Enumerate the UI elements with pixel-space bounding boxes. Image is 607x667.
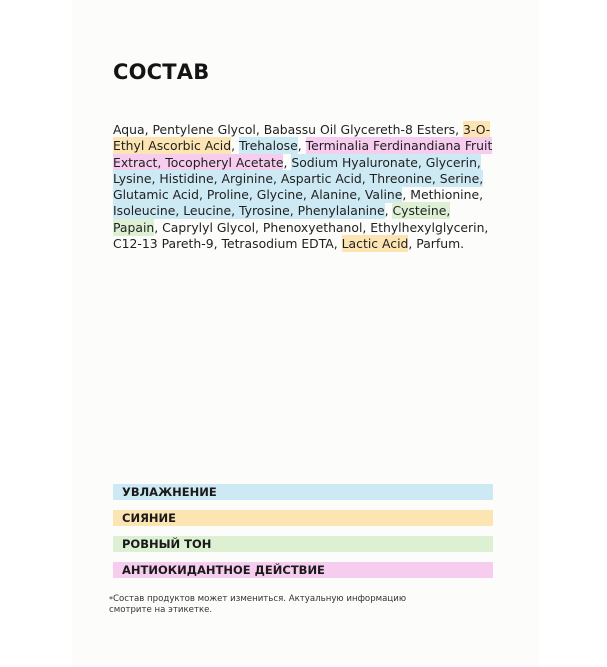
ingredient-text: , Parfum. bbox=[408, 236, 465, 252]
ingredient-highlight-glow: 3-O-Ethyl Ascorbic Acid bbox=[113, 122, 491, 154]
ingredients-list bbox=[113, 122, 498, 252]
legend-item-moist: УВЛАЖНЕНИЕ bbox=[113, 484, 493, 500]
ingredient-text: , bbox=[283, 154, 292, 170]
ingredient-text: , Caprylyl Glycol, Phenoxyethanol, Ethylhexylglycerin, C12-13 Pareth-9, Tetrasodium EDTA, bbox=[113, 219, 489, 252]
ingredient-highlight-anti: Terminalia Ferdinandiana Fruit Extract, Tocopheryl Acetate bbox=[113, 138, 493, 170]
ingredient-highlight-moist: Trehalose bbox=[239, 138, 298, 154]
legend-item-anti: АНТИОКИДАНТНОЕ ДЕЙСТВИЕ bbox=[113, 562, 493, 578]
legend-item-glow: СИЯНИЕ bbox=[113, 510, 493, 526]
legend bbox=[113, 484, 493, 588]
legend-item-even: РОВНЫЙ ТОН bbox=[113, 536, 493, 552]
ingredient-highlight-even: Cysteine, Papain bbox=[113, 203, 451, 235]
page-title: СОСТАВ bbox=[113, 60, 210, 84]
ingredient-text: , Methionine, bbox=[402, 187, 484, 203]
ingredient-text: , bbox=[384, 203, 393, 219]
footnote bbox=[109, 594, 439, 616]
ingredient-highlight-glow: Lactic Acid bbox=[341, 236, 409, 252]
footnote-star: * bbox=[109, 595, 113, 604]
ingredient-highlight-moist: Sodium Hyaluronate, Glycerin, Lysine, Histidine, Arginine, Aspartic Acid, Threonine, Serine, Glutamic Acid, Proline, Glycine, Alanine, Valine bbox=[113, 154, 484, 203]
ingredient-text: Aqua, Pentylene Glycol, Babassu Oil Glycereth-8 Esters, bbox=[113, 122, 463, 137]
ingredient-text: , bbox=[231, 138, 240, 154]
ingredient-highlight-moist: Isoleucine, Leucine, Tyrosine, Phenylalanine bbox=[113, 203, 385, 219]
ingredient-text: , bbox=[297, 138, 306, 154]
footnote-text: Состав продуктов может измениться. Актуальную информацию смотрите на этикетке. bbox=[109, 594, 407, 615]
